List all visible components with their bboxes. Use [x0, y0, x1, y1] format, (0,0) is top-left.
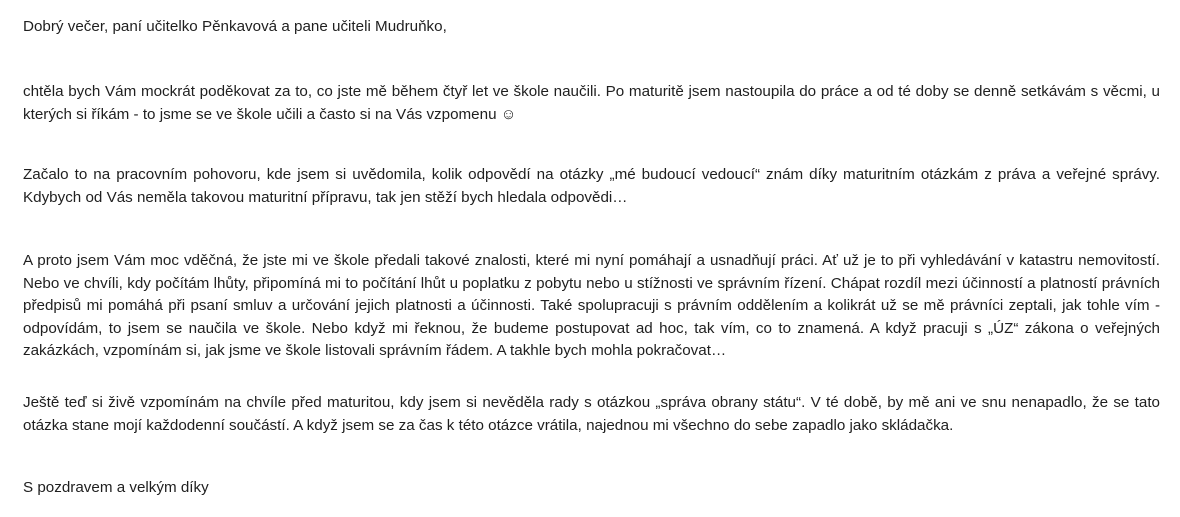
letter-paragraph-gratitude: A proto jsem Vám moc vděčná, že jste mi ve škole předali takové znalosti, které mi nyní pomáhají a usnadňují práci. Ať už je to při vyhledávání v katastru nemovitostí. Nebo ve chvíli, kdy počítám lhůty, připomíná mi to počítání lhůt u poplatku z pobytu nebo u stížnosti ve správním řízení. Chápat rozdíl mezi účinností a platností právních předpisů mi pomáhá při psaní smluv a určování jejich platnosti a účinnosti. Také spolupracuji s právním oddělením a kolikrát už se mě právníci zeptali, jak tohle vím - odpovídám, to jsem se naučila ve škole. Nebo když mi řeknou, že budeme postupovat ad hoc, tak vím, co to znamená. A když pracuji s „ÚZ“ zákona o veřejných zakázkách, vzpomínám si, jak jsme ve škole listovali správním řádem. A takhle bych mohla pokračovat… [23, 252, 1160, 359]
letter-greeting: Dobrý večer, paní učitelko Pěnkavová a pane učiteli Mudruňko, [23, 18, 447, 35]
letter-paragraph-interview: Začalo to na pracovním pohovoru, kde jsem si uvědomila, kolik odpovědí na otázky „mé budoucí vedoucí“ znám díky maturitním otázkám z práva a veřejné správy. Kdybych od Vás neměla takovou maturitní přípravu, tak jen stěží bych hledala odpovědi… [23, 166, 1160, 206]
letter-paragraph-memory: Ještě teď si živě vzpomínám na chvíle před maturitou, kdy jsem si nevěděla rady s otázkou „správa obrany státu“. V té době, by mě ani ve snu nenapadlo, že se tato otázka stane mojí každodenní součástí. A když jsem se za čas k této otázce vrátila, najednou mi všechno do sebe zapadlo jako skládačka. [23, 394, 1160, 434]
letter-paragraph-thanks: chtěla bych Vám mockrát poděkovat za to, co jste mě během čtyř let ve škole naučili. Po maturitě jsem nastoupila do práce a od té doby se denně setkávám s věcmi, u kterých si říkám - to jsme se ve škole učili a často si na Vás vzpomenu ☺ [23, 83, 1160, 123]
letter-closing: S pozdravem a velkým díky [23, 479, 209, 496]
